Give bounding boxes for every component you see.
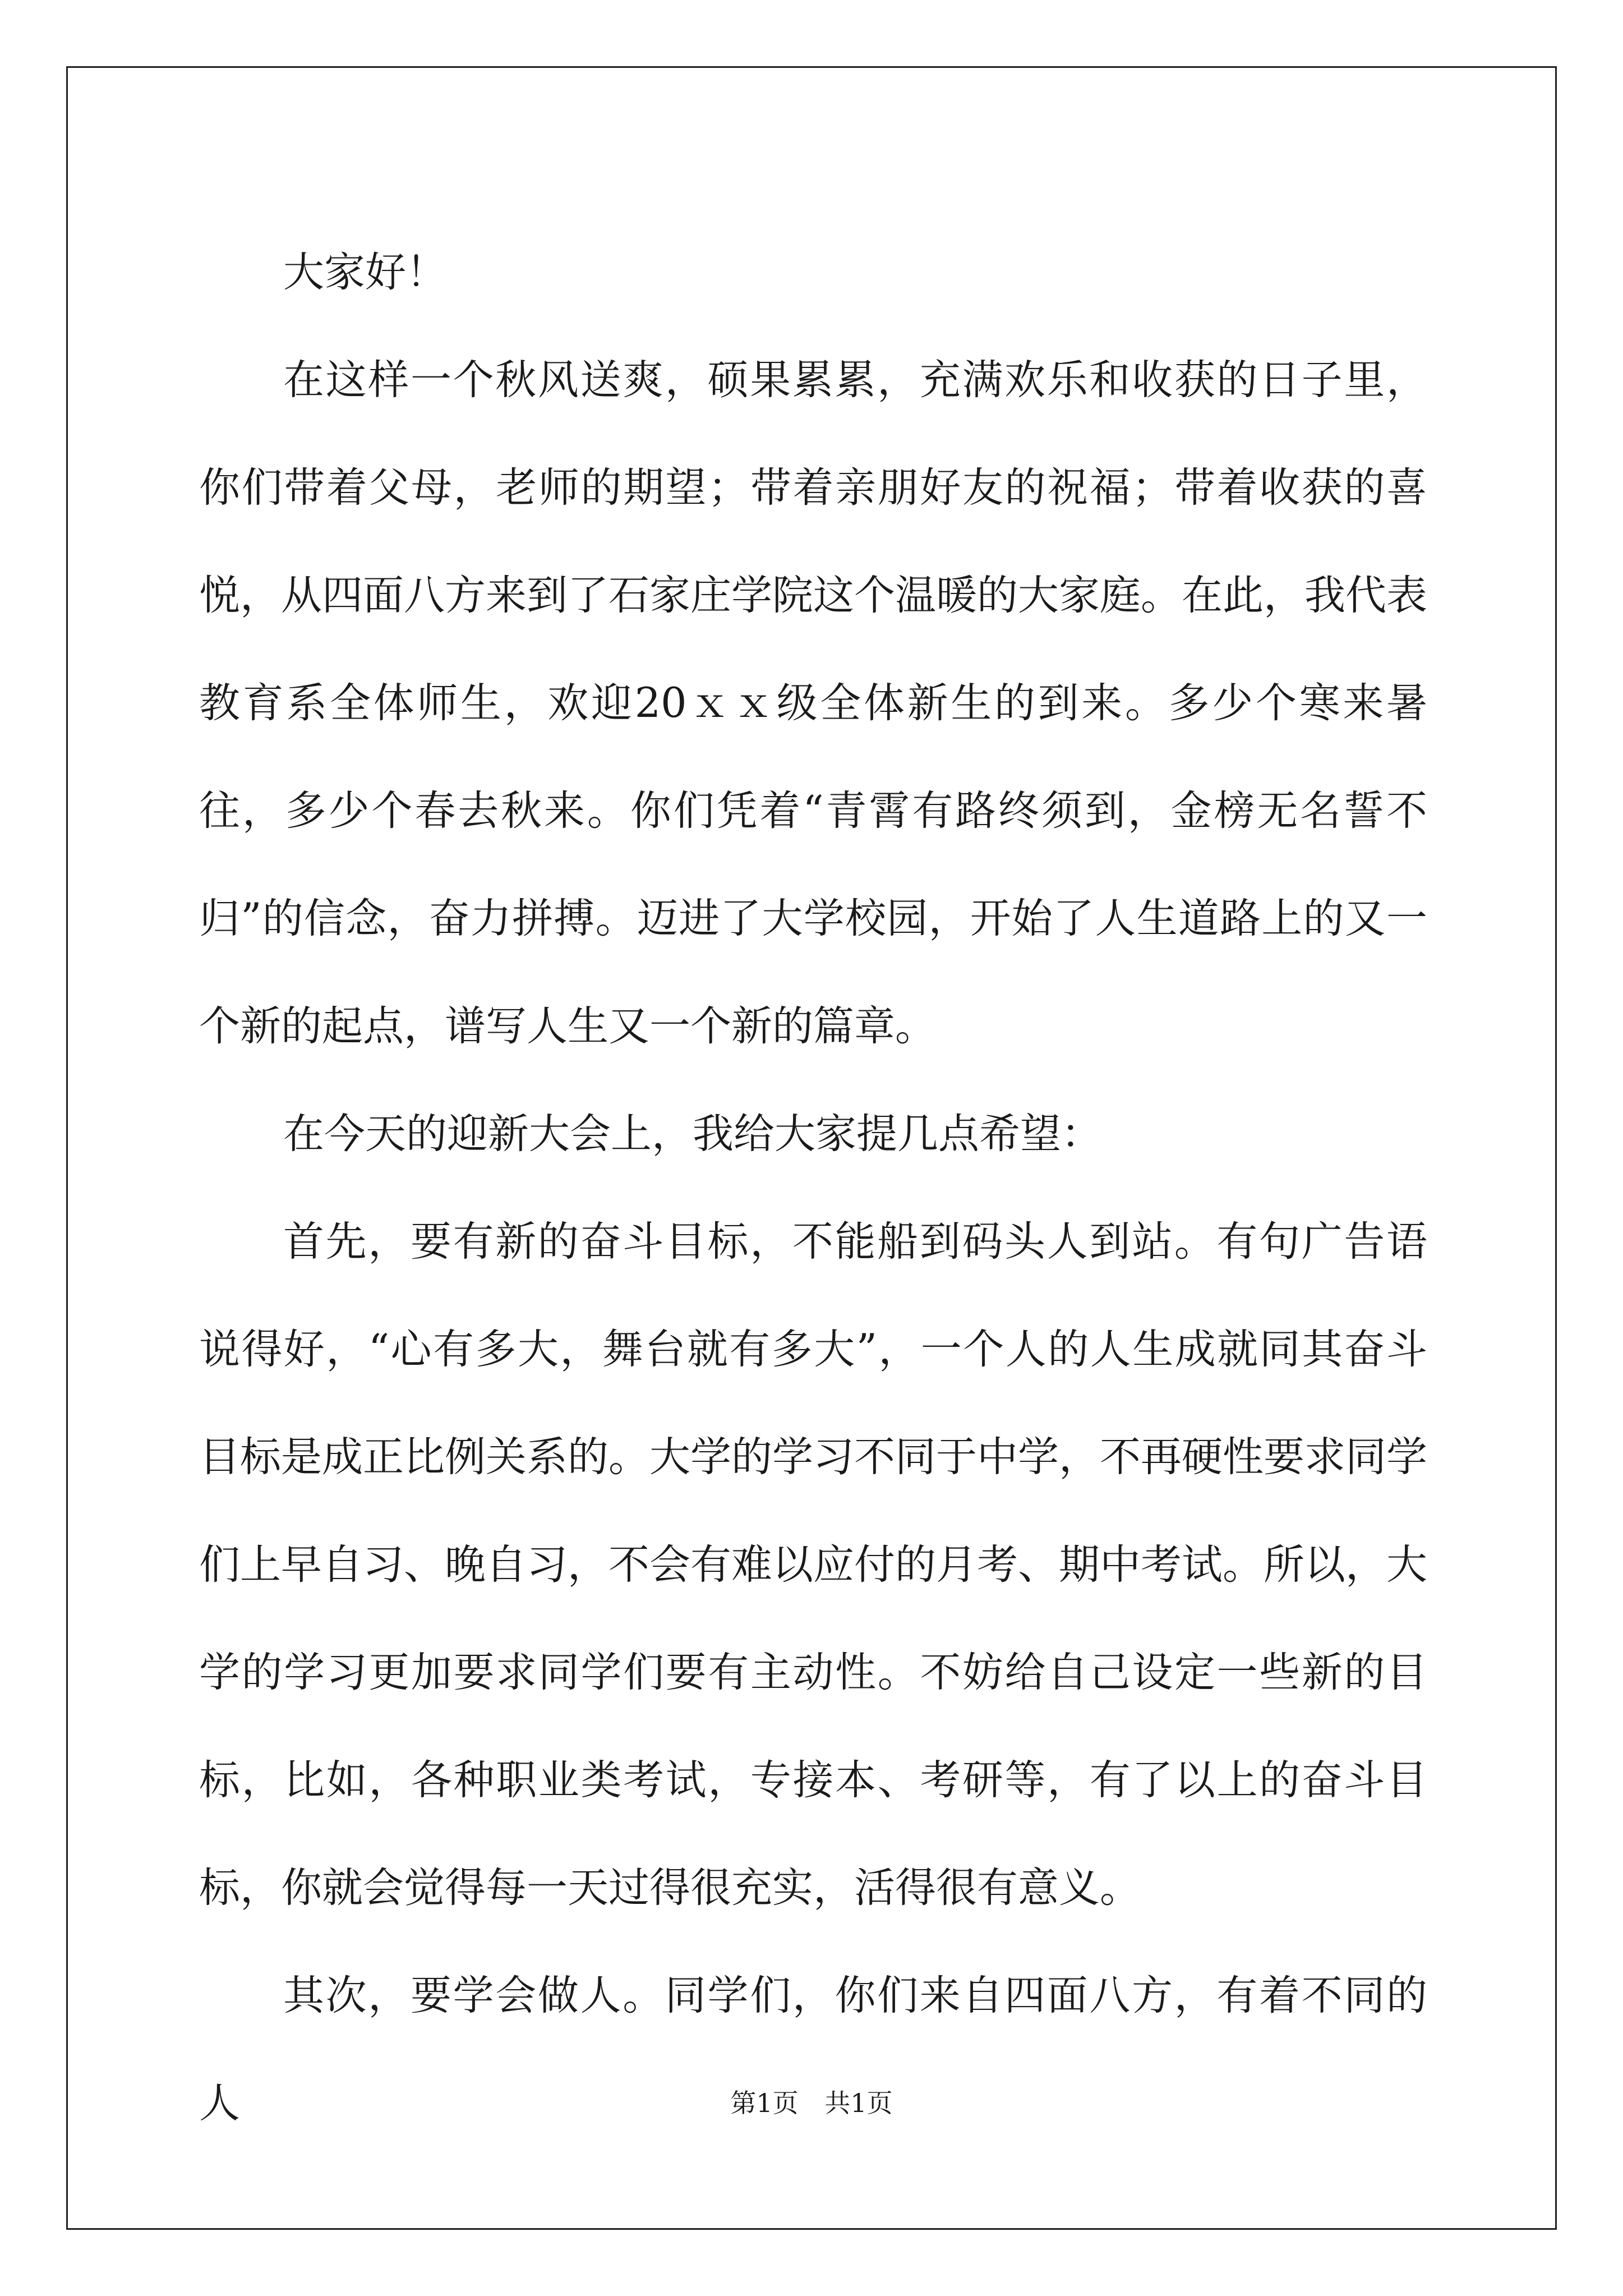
- paragraph-3: 首先，要有新的奋斗目标，不能船到码头人到站。有句广告语说得好，“心有多大，舞台就有多大”，一个人的人生成就同其奋斗目标是成正比例关系的。大学的学习不同于中学，不再硬性要求同学们上早自习、晚自习，不会有难以应付的月考、期中考试。所以，大学的学习更加要求同学们要有主动性。不妨给自己设定一些新的目标，比如，各种职业类考试，专接本、考研等，有了以上的奋斗目标，你就会觉得每一天过得很充实，活得很有意义。: [199, 1218, 1427, 1912]
- document-body: [199, 219, 1427, 2157]
- page-number: 第1页: [730, 2088, 799, 2118]
- greeting: 大家好！: [283, 249, 447, 296]
- paragraph-1: 在这样一个秋风送爽，硕果累累，充满欢乐和收获的日子里，你们带着父母，老师的期望；带着亲朋好友的祝福；带着收获的喜悦，从四面八方来到了石家庄学院这个温暖的大家庭。在此，我代表教育系全体师生，欢迎20ｘｘ级全体新生的到来。多少个寒来暑往，多少个春去秋来。你们凭着“青霄有路终须到，金榜无名誓不归”的信念，奋力拼搏。迈进了大学校园，开始了人生道路上的又一个新的起点，谱写人生又一个新的篇章。: [199, 356, 1427, 1050]
- page-footer: [0, 2083, 1623, 2120]
- page-total: 共1页: [824, 2088, 893, 2118]
- paragraph-4: 其次，要学会做人。同学们，你们来自四面八方，有着不同的人: [199, 1972, 1427, 2127]
- paragraph-2: 在今天的迎新大会上，我给大家提几点希望：: [283, 1110, 1102, 1158]
